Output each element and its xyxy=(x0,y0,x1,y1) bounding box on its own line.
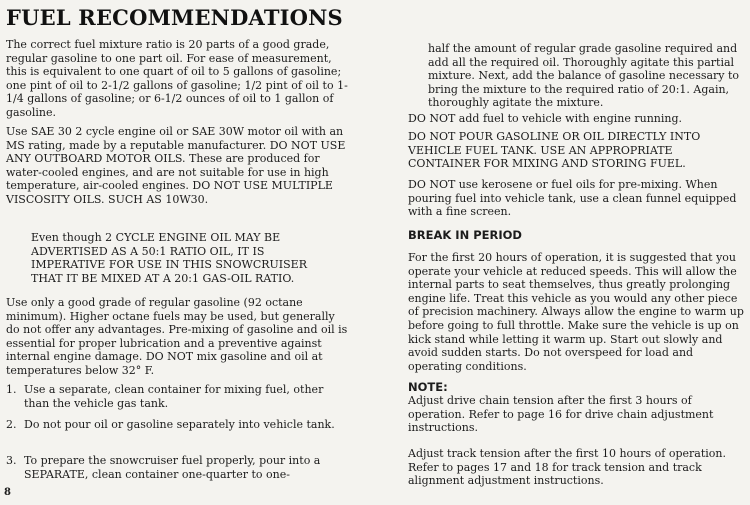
drive-chain-note: Adjust drive chain tension after the first 3 hours of operation. Refer to page 16 for drive chain adjustment instructions. xyxy=(408,394,714,435)
pour-directly-warning: DO NOT POUR GASOLINE OR OIL DIRECTLY INTO VEHICLE FUEL TANK. USE AN APPROPRIATE CONTAINER FOR MIXING AND STORING FUEL. xyxy=(408,130,701,171)
gasoline-grade-paragraph: Use only a good grade of regular gasoline (92 octane minimum). Higher octane fuels may be used, but generally do not offer any advantages. Pre-mixing of gasoline and oil is essential for proper lubrication and a preventive against internal engine damage. DO NOT mix gasoline and oil at temperatures below 32° F. xyxy=(6,296,348,377)
list-item-number: 1. xyxy=(6,383,17,396)
page-title: FUEL RECOMMENDATIONS xyxy=(6,5,343,30)
fuel-ratio-paragraph: The correct fuel mixture ratio is 20 parts of a good grade, regular gasoline to one part oil. For ease of measurement, this is equivalent to one quart of oil to 5 gallons of gasoline; one pint of oil to 2-1/2 gallons of gasoline; 1/2 pint of oil to 1-1/4 gallons of gasoline; or 6-1/2 ounces of oil to 1 gallon of gasoline. xyxy=(6,38,348,119)
list-item-text: To prepare the snowcruiser fuel properly, pour into a SEPARATE, clean container one-quarter to one- xyxy=(24,454,321,481)
track-tension-note: Adjust track tension after the first 10 hours of operation. Refer to pages 17 and 18 for track tension and track alignment adjustment instructions. xyxy=(408,447,726,488)
break-in-heading: BREAK IN PERIOD xyxy=(408,228,522,242)
list-item-text: Do not pour oil or gasoline separately into vehicle tank. xyxy=(24,418,335,431)
oil-type-paragraph: Use SAE 30 2 cycle engine oil or SAE 30W motor oil with an MS rating, made by a reputable manufacturer. DO NOT USE ANY OUTBOARD MOTOR OILS. These are produced for water-cooled engines, and are not suitable for use in high temperature, air-cooled engines. DO NOT USE MULTIPLE VISCOSITY OILS. SUCH AS 10W30. xyxy=(6,125,346,206)
list-item-text: Use a separate, clean container for mixing fuel, other than the vehicle gas tank. xyxy=(24,383,324,410)
engine-running-warning: DO NOT add fuel to vehicle with engine running. xyxy=(408,112,683,125)
mixing-continued-paragraph: half the amount of regular grade gasoline required and add all the required oil. Thoroughly agitate this partial mixture. Next, add the balance of gasoline necessary to bring the mixture to the required ratio of 20:1. Again, thoroughly agitate the mixture. xyxy=(428,42,740,110)
ratio-warning-paragraph: Even though 2 CYCLE ENGINE OIL MAY BE ADVERTISED AS A 50:1 RATIO OIL, IT IS IMPERATIVE FOR USE IN THIS SNOWCRUISER THAT IT BE MIXED AT A 20:1 GAS-OIL RATIO. xyxy=(31,231,307,285)
list-item-number: 2. xyxy=(6,418,17,431)
list-item-number: 3. xyxy=(6,454,17,467)
kerosene-paragraph: DO NOT use kerosene or fuel oils for pre-mixing. When pouring fuel into vehicle tank, use a clean funnel equipped with a fine screen. xyxy=(408,178,737,219)
page-number: 8 xyxy=(4,487,11,498)
note-heading: NOTE: xyxy=(408,380,448,394)
break-in-paragraph: For the first 20 hours of operation, it is suggested that you operate your vehicle at reduced speeds. This will allow the internal parts to seat themselves, thus greatly prolonging engine life. Treat this vehicle as you would any other piece of precision machinery. Always allow the engine to warm up before going to full throttle. Make sure the vehicle is up on kick stand while letting it warm up. Start out slowly and avoid sudden starts. Do not overspeed for load and operating conditions. xyxy=(408,251,744,373)
